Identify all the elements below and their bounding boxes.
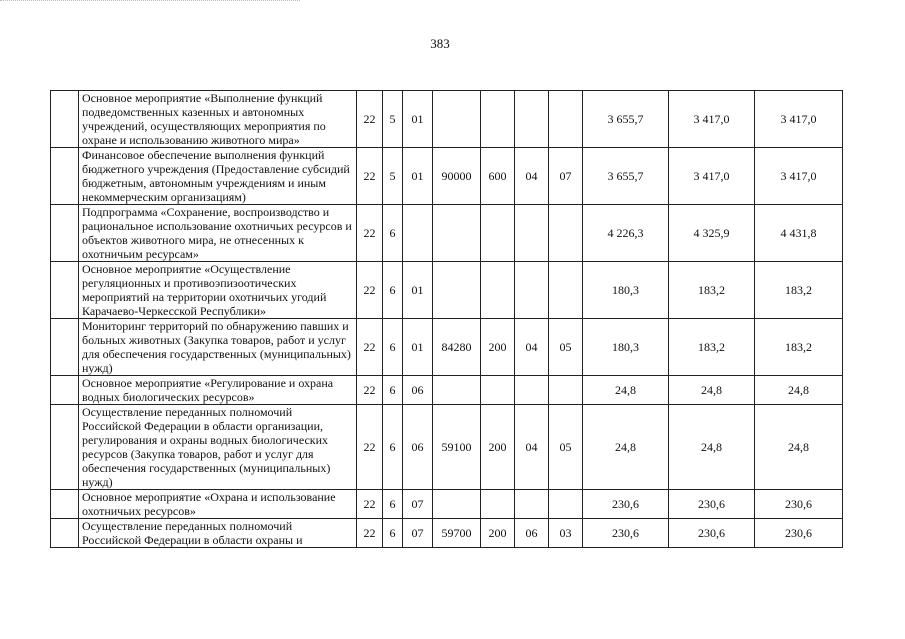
amount-year3-cell: 230,6	[755, 490, 843, 519]
direction-code-cell: 84280	[433, 319, 481, 376]
item-name-cell: Основное мероприятие «Регулирование и охрана водных биологических ресурсов»	[79, 376, 357, 405]
amount-year2-cell: 4 325,9	[669, 205, 755, 262]
event-code-cell: 01	[403, 262, 433, 319]
direction-code-cell	[433, 205, 481, 262]
budget-table	[50, 90, 843, 548]
table-row	[51, 205, 843, 262]
section-cell	[515, 490, 549, 519]
expense-type-cell: 200	[481, 405, 515, 490]
amount-year3-cell: 24,8	[755, 376, 843, 405]
direction-code-cell	[433, 91, 481, 148]
amount-year1-cell: 230,6	[583, 519, 669, 548]
table-row	[51, 519, 843, 548]
amount-year1-cell: 24,8	[583, 376, 669, 405]
event-code-cell: 01	[403, 91, 433, 148]
amount-year3-cell: 3 417,0	[755, 91, 843, 148]
expense-type-cell: 200	[481, 319, 515, 376]
expense-type-cell	[481, 376, 515, 405]
amount-year1-cell: 24,8	[583, 405, 669, 490]
expense-type-cell	[481, 490, 515, 519]
table-row	[51, 262, 843, 319]
ministry-code-cell: 22	[357, 319, 383, 376]
table-row	[51, 148, 843, 205]
amount-year1-cell: 3 655,7	[583, 91, 669, 148]
item-name-cell: Основное мероприятие «Осуществление регуляционных и противоэпизоотических мероприятий на территории охотничьих угодий Карачаево-Черкесской Республики»	[79, 262, 357, 319]
table-row	[51, 405, 843, 490]
amount-year2-cell: 230,6	[669, 490, 755, 519]
program-code-cell: 6	[383, 205, 403, 262]
amount-year3-cell: 24,8	[755, 405, 843, 490]
event-code-cell: 07	[403, 519, 433, 548]
section-cell	[515, 376, 549, 405]
ministry-code-cell: 22	[357, 519, 383, 548]
amount-year2-cell: 24,8	[669, 405, 755, 490]
program-code-cell: 6	[383, 262, 403, 319]
subsection-cell	[549, 376, 583, 405]
table-row	[51, 319, 843, 376]
event-code-cell: 01	[403, 319, 433, 376]
row-index-cell	[51, 91, 79, 148]
amount-year2-cell: 3 417,0	[669, 91, 755, 148]
amount-year3-cell: 3 417,0	[755, 148, 843, 205]
item-name-cell: Основное мероприятие «Выполнение функций подведомственных казенных и автономных учреждений, осуществляющих мероприятия по охране и использованию животного мира»	[79, 91, 357, 148]
row-index-cell	[51, 519, 79, 548]
row-index-cell	[51, 405, 79, 490]
ministry-code-cell: 22	[357, 405, 383, 490]
direction-code-cell	[433, 262, 481, 319]
amount-year3-cell: 230,6	[755, 519, 843, 548]
subsection-cell	[549, 205, 583, 262]
section-cell: 04	[515, 405, 549, 490]
row-index-cell	[51, 205, 79, 262]
page-number: 383	[430, 36, 450, 51]
section-cell	[515, 91, 549, 148]
direction-code-cell	[433, 376, 481, 405]
program-code-cell: 6	[383, 405, 403, 490]
amount-year3-cell: 183,2	[755, 262, 843, 319]
amount-year3-cell: 4 431,8	[755, 205, 843, 262]
table-row	[51, 376, 843, 405]
item-name-cell: Мониторинг территорий по обнаружению павших и больных животных (Закупка товаров, работ и услуг для обеспечения государственных (муниципальных) нужд)	[79, 319, 357, 376]
amount-year1-cell: 3 655,7	[583, 148, 669, 205]
direction-code-cell	[433, 490, 481, 519]
ministry-code-cell: 22	[357, 205, 383, 262]
program-code-cell: 5	[383, 148, 403, 205]
amount-year1-cell: 230,6	[583, 490, 669, 519]
row-index-cell	[51, 148, 79, 205]
direction-code-cell: 59100	[433, 405, 481, 490]
program-code-cell: 6	[383, 376, 403, 405]
subsection-cell: 05	[549, 405, 583, 490]
table-row	[51, 490, 843, 519]
subsection-cell	[549, 490, 583, 519]
ministry-code-cell: 22	[357, 91, 383, 148]
program-code-cell: 6	[383, 319, 403, 376]
amount-year1-cell: 180,3	[583, 319, 669, 376]
expense-type-cell	[481, 205, 515, 262]
section-cell	[515, 262, 549, 319]
subsection-cell: 07	[549, 148, 583, 205]
direction-code-cell: 90000	[433, 148, 481, 205]
program-code-cell: 5	[383, 91, 403, 148]
scan-artifact	[0, 0, 300, 4]
program-code-cell: 6	[383, 490, 403, 519]
amount-year2-cell: 24,8	[669, 376, 755, 405]
section-cell: 06	[515, 519, 549, 548]
amount-year2-cell: 183,2	[669, 262, 755, 319]
section-cell: 04	[515, 148, 549, 205]
expense-type-cell	[481, 262, 515, 319]
row-index-cell	[51, 319, 79, 376]
ministry-code-cell: 22	[357, 376, 383, 405]
subsection-cell	[549, 91, 583, 148]
event-code-cell: 01	[403, 148, 433, 205]
program-code-cell: 6	[383, 519, 403, 548]
row-index-cell	[51, 490, 79, 519]
item-name-cell: Осуществление переданных полномочий Российской Федерации в области охраны и	[79, 519, 357, 548]
amount-year1-cell: 180,3	[583, 262, 669, 319]
row-index-cell	[51, 262, 79, 319]
amount-year3-cell: 183,2	[755, 319, 843, 376]
subsection-cell	[549, 262, 583, 319]
item-name-cell: Подпрограмма «Сохранение, воспроизводство и рациональное использование охотничьих ресурсов и объектов животного мира, не отнесенных к охотничьим ресурсам»	[79, 205, 357, 262]
expense-type-cell	[481, 91, 515, 148]
table-row	[51, 91, 843, 148]
expense-type-cell: 600	[481, 148, 515, 205]
section-cell	[515, 205, 549, 262]
amount-year1-cell: 4 226,3	[583, 205, 669, 262]
ministry-code-cell: 22	[357, 490, 383, 519]
ministry-code-cell: 22	[357, 262, 383, 319]
item-name-cell: Финансовое обеспечение выполнения функций бюджетного учреждения (Предоставление субсидий бюджетным, автономным учреждениям и иным некоммерческим организациям)	[79, 148, 357, 205]
event-code-cell: 06	[403, 376, 433, 405]
event-code-cell: 06	[403, 405, 433, 490]
subsection-cell: 05	[549, 319, 583, 376]
row-index-cell	[51, 376, 79, 405]
event-code-cell: 07	[403, 490, 433, 519]
subsection-cell: 03	[549, 519, 583, 548]
ministry-code-cell: 22	[357, 148, 383, 205]
amount-year2-cell: 183,2	[669, 319, 755, 376]
item-name-cell: Осуществление переданных полномочий Российской Федерации в области организации, регулирования и охраны водных биологических ресурсов (Закупка товаров, работ и услуг для обеспечения государственных (муниципальных) нужд)	[79, 405, 357, 490]
event-code-cell	[403, 205, 433, 262]
section-cell: 04	[515, 319, 549, 376]
expense-type-cell: 200	[481, 519, 515, 548]
item-name-cell: Основное мероприятие «Охрана и использование охотничьих ресурсов»	[79, 490, 357, 519]
amount-year2-cell: 230,6	[669, 519, 755, 548]
amount-year2-cell: 3 417,0	[669, 148, 755, 205]
direction-code-cell: 59700	[433, 519, 481, 548]
